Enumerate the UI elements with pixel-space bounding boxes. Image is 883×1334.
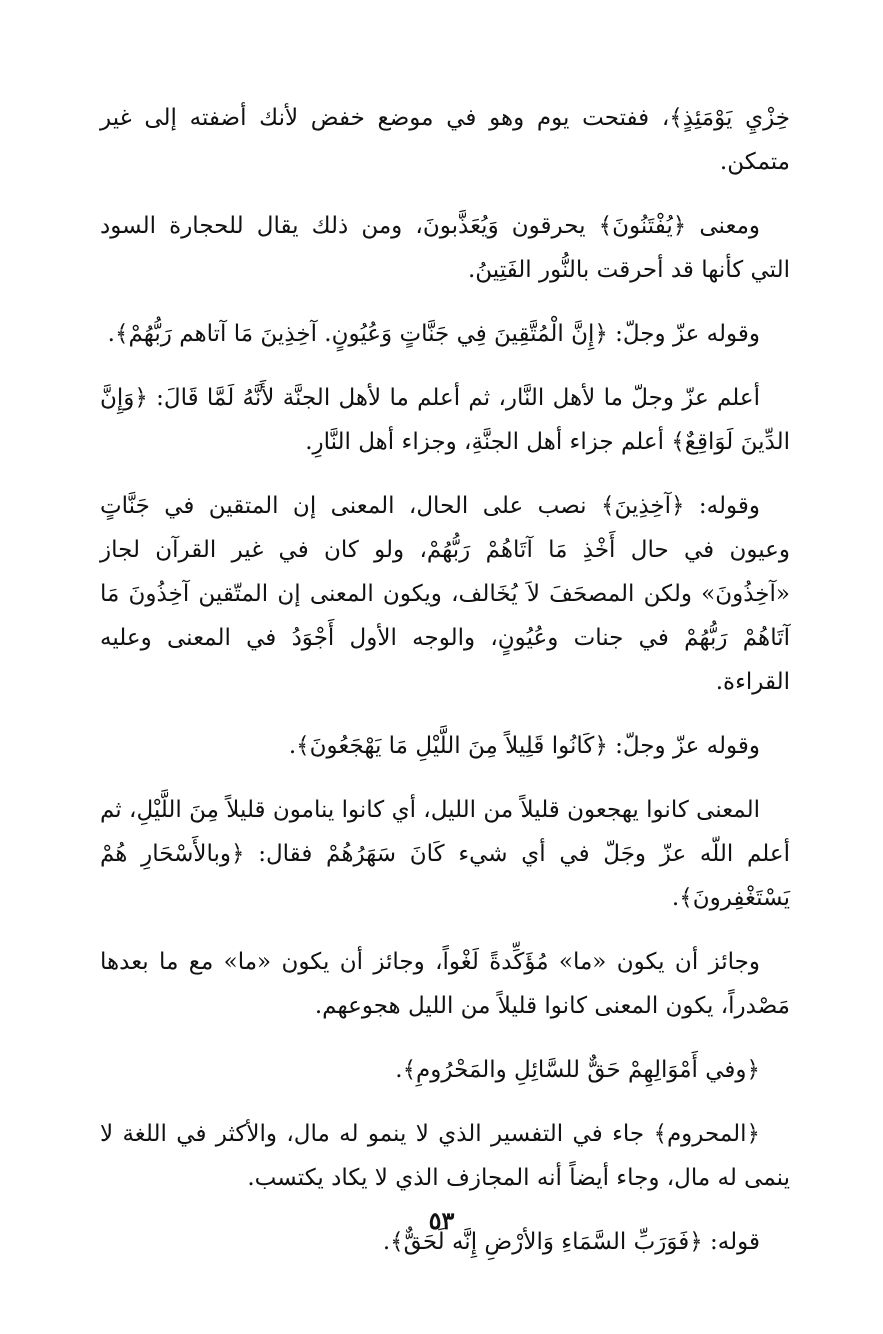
body-text <box>100 96 790 1282</box>
paragraph-9: ﴿وفي أَمْوَالِهِمْ حَقٌّ للسَّائِلِ والمَحْرُومِ﴾. <box>395 1057 760 1083</box>
paragraph-7: المعنى كانوا يهجعون قليلاً من الليل، أي كانوا ينامون قليلاً مِنَ اللَّيْلِ، ثم أعلم اللّه عزّ وجَلّ في أي شيء كَانَ سَهَرُهُمْ فقال: ﴿وبالأَسْحَارِ هُمْ يَسْتَغْفِرونَ﴾. <box>100 797 790 911</box>
paragraph-8: وجائز أن يكون «ما» مُؤَكِّدةً لَغْواً، وجائز أن يكون «ما» مع ما بعدها مَصْدراً، يكون المعنى كانوا قليلاً من الليل هجوعهم. <box>100 949 790 1019</box>
paragraph-4: أعلم عزّ وجلّ ما لأهل النَّار، ثم أعلم ما لأهل الجنَّة لأَنَّهُ لَمَّا قَالَ: ﴿وَإِنَّ الدِّينَ لَوَاقِعٌ﴾ أعلم جزاء أهل الجنَّةِ، وجزاء أهل النَّارِ. <box>100 385 790 455</box>
paragraph-1: خِزْيِ يَوْمَئِذٍ﴾، ففتحت يوم وهو في موضع خفض لأنك أضفته إلى غير متمكن. <box>100 105 790 175</box>
paragraph-5: وقوله: ﴿آخِذِينَ﴾ نصب على الحال، المعنى إن المتقين في جَنَّاتٍ وعيون في حال أَخْذِ مَا آتَاهُمْ رَبُّهُمْ، ولو كان في غير القرآن لجاز «آخِذُونَ» ولكن المصحَفَ لاَ يُخَالف، ويكون المعنى إن المتّقين آخِذُونَ مَا آتَاهُمْ رَبُّهُمْ في جنات وعُيُونٍ، والوجه الأول أَجْوَدُ في المعنى وعليه القراءة. <box>100 493 790 695</box>
paragraph-2: ومعنى ﴿يُفْتَنُونَ﴾ يحرقون وَيُعَذَّبونَ، ومن ذلك يقال للحجارة السود التي كأنها قد أحرقت بالنُّور الفَتِينُ. <box>100 213 790 283</box>
paragraph-6: وقوله عزّ وجلّ: ﴿كَانُوا قَلِيلاً مِنَ اللَّيْلِ مَا يَهْجَعُونَ﴾. <box>288 733 760 759</box>
paragraph-11: قوله: ﴿فَوَرَبِّ السَّمَاءِ وَالأرْضِ إِنَّه لَحَقٌّ﴾. <box>382 1229 760 1255</box>
page-number: ٥٣ <box>428 1206 455 1235</box>
paragraph-3: وقوله عزّ وجلّ: ﴿إِنَّ الْمُتَّقِينَ فِي جَنَّاتٍ وَعُيُونٍ. آخِذِينَ مَا آتاهم رَبُّهُمْ﴾. <box>107 321 760 347</box>
paragraph-10: ﴿المحروم﴾ جاء في التفسير الذي لا ينمو له مال، والأكثر في اللغة لا ينمى له مال، وجاء أيضاً أنه المجازف الذي لا يكاد يكتسب. <box>100 1121 790 1191</box>
